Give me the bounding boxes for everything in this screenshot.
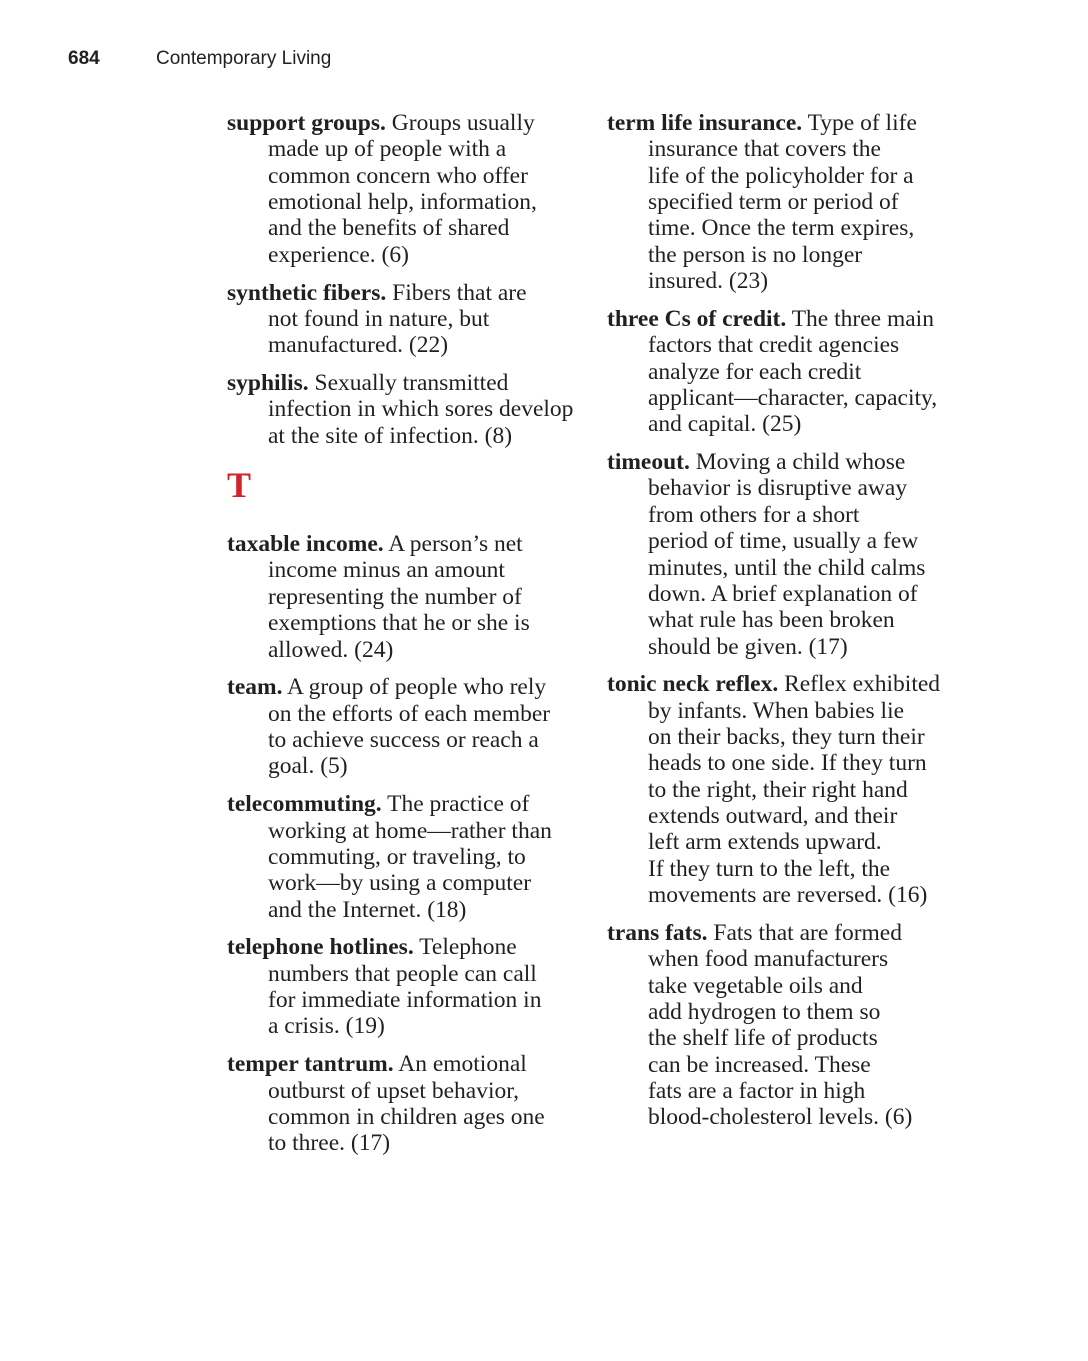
definition-line [227,423,587,449]
definition-line [607,242,987,268]
definition-text: Groups usually [385,110,535,136]
definition-text: outburst of upset behavior, [268,1077,519,1104]
definition-text: Fibers that are [386,279,527,306]
definition-line [607,189,987,215]
definition-text: fats are a factor in high [648,1078,866,1105]
glossary-term: term life insurance. [607,110,803,136]
definition-text: commuting, or traveling, to [268,843,526,870]
definition-line [227,753,587,779]
definition-line [227,987,587,1013]
definition-text: on the efforts of each member [268,700,551,727]
definition-line [607,163,987,189]
definition-line [227,215,587,241]
glossary-entry [227,531,587,663]
definition-text: common concern who offer [268,162,528,189]
definition-text: The three main [786,305,934,332]
definition-line [607,882,987,908]
definition-line [607,724,987,750]
glossary-term: synthetic fibers. [227,279,387,306]
glossary-term: tonic neck reflex. [607,671,779,698]
glossary-term: telephone hotlines. [227,934,414,961]
entry-first-line [607,920,987,946]
definition-line [607,1052,987,1078]
definition-text: insurance that covers the [648,136,881,163]
definition-text: specified term or period of [648,189,899,216]
definition-text: and the Internet. (18) [268,896,467,923]
definition-line [607,829,987,855]
definition-line [227,1104,587,1130]
definition-text: income minus an amount [268,557,505,584]
definition-line [227,701,587,727]
glossary-term: support groups. [227,110,386,136]
entry-first-line [227,674,587,700]
glossary-term: timeout. [607,449,690,476]
definition-text: a crisis. (19) [268,1013,385,1040]
entry-first-line [227,1051,587,1077]
definition-line [227,332,587,358]
definition-text: for immediate information in [268,987,542,1014]
definition-text: factors that credit agencies [648,332,900,359]
definition-text: should be given. (17) [648,633,848,660]
definition-line [607,1025,987,1051]
definition-text: minutes, until the child calms [648,554,926,581]
definition-line [227,189,587,215]
definition-line [607,215,987,241]
definition-line [227,306,587,332]
definition-line [607,803,987,829]
glossary-term: temper tantrum. [227,1051,394,1078]
definition-line [607,411,987,437]
definition-text: to achieve success or reach a [268,727,539,754]
definition-line [227,844,587,870]
definition-text: work—by using a computer [268,870,532,897]
definition-text: allowed. (24) [268,636,394,663]
definition-text: numbers that people can call [268,960,537,987]
definition-text: A person’s net [383,531,523,558]
glossary-entry [227,934,587,1039]
glossary-entry [607,306,987,438]
definition-line [227,557,587,583]
definition-line [607,581,987,607]
definition-text: life of the policyholder for a [648,162,914,189]
definition-text: the shelf life of products [648,1025,878,1052]
definition-line [607,332,987,358]
definition-text: left arm extends upward. [648,829,882,856]
definition-text: common in children ages one [268,1104,545,1130]
definition-line [227,1078,587,1104]
entry-first-line [607,110,987,136]
definition-text: on their backs, they turn their [648,724,925,751]
definition-line [607,268,987,294]
entry-first-line [607,306,987,332]
definition-text: blood-cholesterol levels. (6) [648,1104,913,1131]
definition-text: A group of people who rely [282,674,547,701]
glossary-entry [227,674,587,779]
definition-line [227,870,587,896]
glossary-term: taxable income. [227,531,384,558]
definition-text: down. A brief explanation of [648,580,918,607]
definition-text: insured. (23) [648,268,769,295]
definition-text: working at home—rather than [268,817,552,844]
definition-line [607,634,987,660]
definition-text: If they turn to the left, the [648,855,891,882]
running-header-title: Contemporary Living [156,48,332,69]
glossary-entry [607,671,987,908]
definition-line [607,359,987,385]
definition-line [227,637,587,663]
definition-text: infection in which sores develop [268,396,574,423]
definition-text: at the site of infection. (8) [268,422,513,449]
definition-text: and the benefits of shared [268,215,510,242]
definition-text: can be increased. These [648,1051,871,1078]
definition-text: made up of people with a [268,136,507,163]
definition-line [607,555,987,581]
glossary-entry [227,791,587,923]
definition-text: not found in nature, but [268,305,490,332]
definition-text: Type of life [802,110,917,136]
definition-text: The practice of [381,791,530,818]
definition-line [227,1130,587,1156]
entry-first-line [227,531,587,557]
glossary-term: three Cs of credit. [607,305,787,332]
definition-text: from others for a short [648,501,860,528]
definition-text: goal. (5) [268,753,348,780]
entry-first-line [227,791,587,817]
definition-text: An emotional [393,1051,527,1078]
glossary-term: telecommuting. [227,791,382,818]
definition-text: heads to one side. If they turn [648,750,927,777]
definition-text: extends outward, and their [648,803,898,830]
definition-line [607,528,987,554]
definition-text: when food manufacturers [648,946,889,973]
definition-text: add hydrogen to them so [648,999,881,1025]
glossary-term: syphilis. [227,370,309,397]
entry-first-line [227,110,587,136]
definition-line [607,1104,987,1130]
glossary-left-column [227,110,587,1168]
definition-text: manufactured. (22) [268,332,449,359]
definition-text: experience. (6) [268,241,409,268]
entry-first-line [227,934,587,960]
glossary-entry [607,110,987,294]
entry-first-line [227,370,587,396]
definition-text: to the right, their right hand [648,776,908,803]
definition-line [607,750,987,776]
definition-text: take vegetable oils and [648,972,863,999]
definition-line [227,610,587,636]
definition-line [227,396,587,422]
definition-text: and capital. (25) [648,411,802,438]
definition-text: what rule has been broken [648,607,895,634]
definition-line [227,136,587,162]
definition-line [607,973,987,999]
definition-text: Moving a child whose [689,449,906,476]
definition-line [607,385,987,411]
definition-text: exemptions that he or she is [268,610,530,637]
glossary-entry [607,920,987,1131]
entry-first-line [607,449,987,475]
definition-text: period of time, usually a few [648,528,919,555]
glossary-entry [607,449,987,660]
definition-line [227,727,587,753]
definition-text: Fats that are formed [707,919,902,946]
definition-line [607,136,987,162]
definition-line [607,607,987,633]
definition-text: analyze for each credit [648,358,862,385]
glossary-term: team. [227,674,283,701]
definition-line [607,475,987,501]
definition-line [227,961,587,987]
glossary-right-column [607,110,987,1142]
definition-line [227,242,587,268]
definition-line [227,1013,587,1039]
definition-line [607,502,987,528]
definition-text: movements are reversed. (16) [648,882,928,909]
definition-line [607,946,987,972]
definition-line [227,897,587,923]
definition-text: by infants. When babies lie [648,697,905,724]
definition-text: Reflex exhibited [778,671,941,698]
section-letter-heading: T [227,465,252,506]
definition-line [607,856,987,882]
page-number: 684 [68,48,100,69]
definition-text: applicant—character, capacity, [648,384,938,411]
definition-line [607,777,987,803]
definition-line [607,698,987,724]
definition-line [607,1078,987,1104]
definition-text: Sexually transmitted [308,370,509,397]
definition-text: Telephone [413,934,517,961]
definition-text: representing the number of [268,583,522,610]
definition-line [227,818,587,844]
definition-text: the person is no longer [648,241,863,268]
definition-text: emotional help, information, [268,189,537,216]
definition-line [227,163,587,189]
definition-text: behavior is disruptive away [648,475,908,502]
glossary-entry [227,370,587,449]
definition-line [227,584,587,610]
glossary-term: trans fats. [607,919,708,946]
entry-first-line [607,671,987,697]
definition-text: time. Once the term expires, [648,215,915,242]
definition-line [607,999,987,1025]
glossary-entry [227,110,587,268]
definition-text: to three. (17) [268,1130,391,1157]
glossary-entry [227,1051,587,1156]
glossary-entry [227,280,587,359]
entry-first-line [227,280,587,306]
